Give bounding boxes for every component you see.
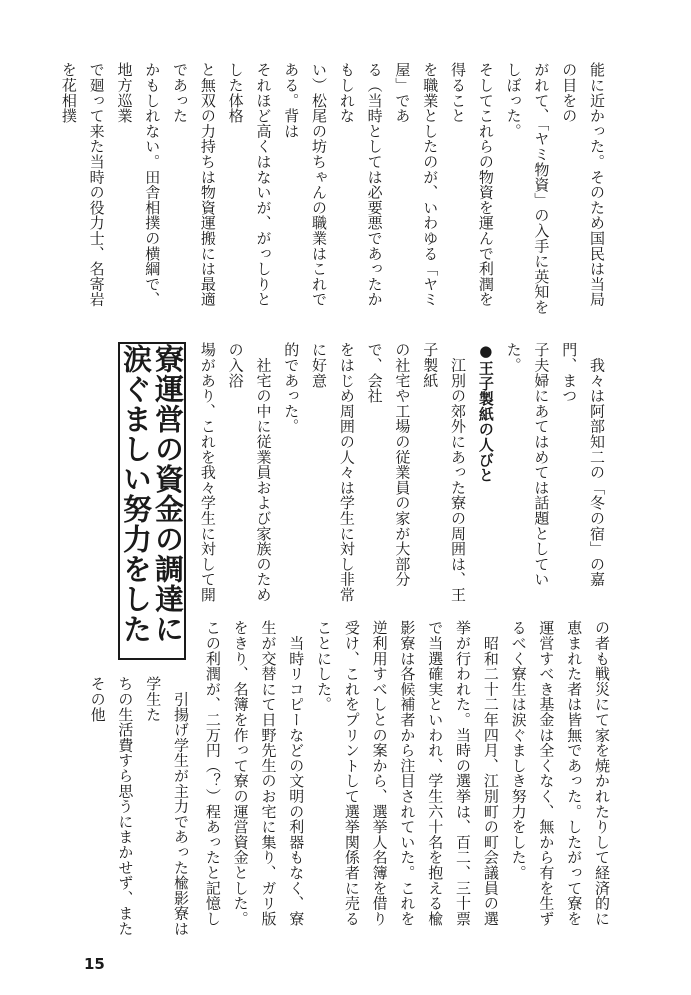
text-line: 的であった。 (282, 342, 301, 434)
text-line: 運営すべき基金は全くなく、無から有を生ず (537, 620, 556, 926)
text-line: 昭和二十二年四月、江別町の町会議員の選 (481, 620, 500, 926)
text-line: を職業としたのが、いわゆる「ヤミ屋」であ (393, 62, 440, 307)
article-block-after-heading (60, 676, 194, 946)
section-heading: 寮運営の資金の調達に涙ぐましい努力をした (119, 344, 185, 644)
text-line: で廻って来た当時の役力士、名寄岩を花相撲 (60, 62, 106, 307)
page-number: 15 (84, 955, 105, 973)
text-line: 子夫婦にあてはめては話題としていた。 (504, 342, 551, 587)
text-line: をはじめ周囲の人々は学生に対し非常に好意 (310, 342, 356, 603)
text-line: をきり、名簿を作って寮の運営資金とした。 (231, 620, 250, 926)
text-line: 江別の郊外にあった寮の周囲は、王子製紙 (421, 342, 468, 603)
section-heading-box (118, 342, 186, 660)
text-line: がれて、「ヤミ物資」の入手に英知をしぼった。 (504, 62, 551, 315)
text-line: と無双の力持ちは物資運搬には最適であった (171, 62, 217, 307)
text-line: 逆利用すべしとの案から、選挙人名簿を借り (370, 620, 389, 926)
text-line: 場があり、これを我々学生に対して開 (198, 342, 217, 603)
text-line: ちの生活費すら思うにまかせず、またその他 (88, 676, 135, 937)
text-line: 社宅の中に従業員および家族のための入浴 (226, 342, 273, 603)
text-line: 引揚げ学生が主力であった楡影寮は学生た (144, 676, 190, 937)
text-line: ことにした。 (315, 620, 334, 712)
text-line: 当時リコピーなどの文明の利器もなく、寮 (287, 620, 306, 926)
text-line: この利潤が、二万円（？）程あったと記憶し (203, 620, 222, 926)
text-line: かもしれない。田舎相撲の横綱で、地方巡業 (115, 62, 162, 307)
subheading: ●王子製紙の人びと (476, 342, 495, 483)
text-line: る（当時としては必要悪であったかもしれな (337, 62, 384, 307)
text-line: 恵まれた者は皆無であった。したがって寮を (565, 620, 584, 926)
text-line: の社宅や工場の従業員の家が大部分で、会社 (365, 342, 412, 587)
text-line: の者も戦災にて家を焼かれたりして経済的に (593, 620, 611, 926)
text-line: 我々は阿部知二の「冬の宿」の嘉門、まつ (560, 342, 606, 587)
text-line (195, 620, 198, 948)
text-line: い）松尾の坊ちゃんの職業はこれである。背は (282, 62, 329, 307)
text-line: 影寮は各候補者から注目されていた。これを (398, 620, 417, 926)
text-line: るべく寮生は涙ぐましき努力をした。 (509, 620, 528, 881)
text-line: 能に近かった。そのため国民は当局の目をの (560, 62, 606, 307)
text-line: それほど高くはないが、がっしりとした体格 (226, 62, 273, 307)
article-block-bottom (195, 620, 615, 948)
text-line: で当選確実といわれ、学生六十名を抱える楡 (426, 620, 445, 926)
article-block-middle (195, 342, 610, 604)
text-line: そしてこれらの物資を運んで利潤を得ること (449, 62, 495, 307)
text-line: 受け、これをプリントして選挙関係者に売る (342, 620, 361, 926)
text-line: 挙が行われた。当時の選挙は、百二、三十票 (454, 620, 473, 926)
article-block-top (60, 62, 610, 316)
text-line: 生が交替にて日野先生のお宅に集り、ガリ版 (259, 620, 278, 926)
